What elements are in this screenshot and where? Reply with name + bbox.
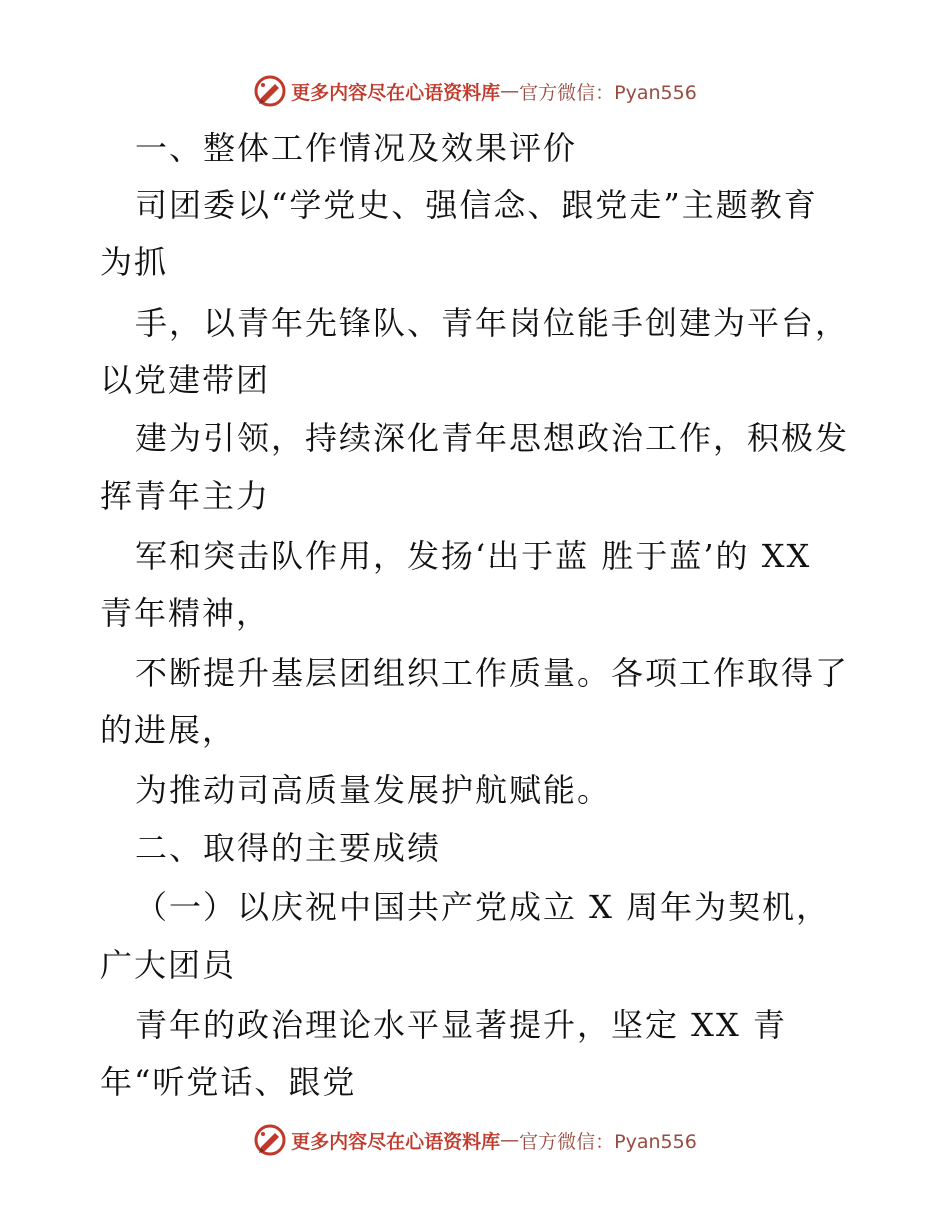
paragraph-line: 为抓	[100, 243, 169, 281]
banner-wechat-text: 官方微信：Pyan556	[519, 1130, 697, 1153]
paragraph-line: 以党建带团	[100, 361, 271, 399]
paragraph-line: （一）以庆祝中国共产党成立 X 周年为契机，	[135, 888, 831, 926]
banner-site-text: 更多内容尽在心语资料库	[291, 81, 501, 104]
heading-section-1: 一、整体工作情况及效果评价	[135, 129, 578, 167]
paragraph-line: 建为引领，持续深化青年思想政治工作，积极发	[135, 419, 850, 457]
pen-logo-icon	[253, 74, 287, 108]
pen-logo-icon	[253, 1123, 287, 1157]
banner-wechat-text: 官方微信：Pyan556	[519, 81, 697, 104]
footer-banner	[0, 1120, 950, 1160]
paragraph-line: 军和突击队作用，发扬‘出于蓝 胜于蓝’的 XX	[135, 537, 812, 575]
paragraph-line: 青年的政治理论水平显著提升，坚定 XX 青	[135, 1006, 787, 1044]
banner-site-text: 更多内容尽在心语资料库	[291, 1130, 501, 1153]
paragraph-line: 年“听党话、跟党	[100, 1063, 357, 1101]
paragraph-line: 的进展，	[100, 711, 237, 749]
paragraph-line: 广大团员	[100, 946, 237, 984]
heading-section-2: 二、取得的主要成绩	[135, 829, 442, 867]
paragraph-line: 司团委以“学党史、强信念、跟党走”主题教育	[135, 186, 818, 224]
header-banner	[0, 71, 950, 111]
paragraph-line: 挥青年主力	[100, 477, 271, 515]
banner-dash: —	[500, 80, 520, 102]
paragraph-line: 青年精神，	[100, 594, 271, 632]
paragraph-line: 手，以青年先锋队、青年岗位能手创建为平台，	[135, 304, 850, 342]
paragraph-line: 为推动司高质量发展护航赋能。	[135, 771, 612, 809]
paragraph-line: 不断提升基层团组织工作质量。各项工作取得了	[135, 654, 850, 692]
banner-dash: —	[500, 1129, 520, 1151]
